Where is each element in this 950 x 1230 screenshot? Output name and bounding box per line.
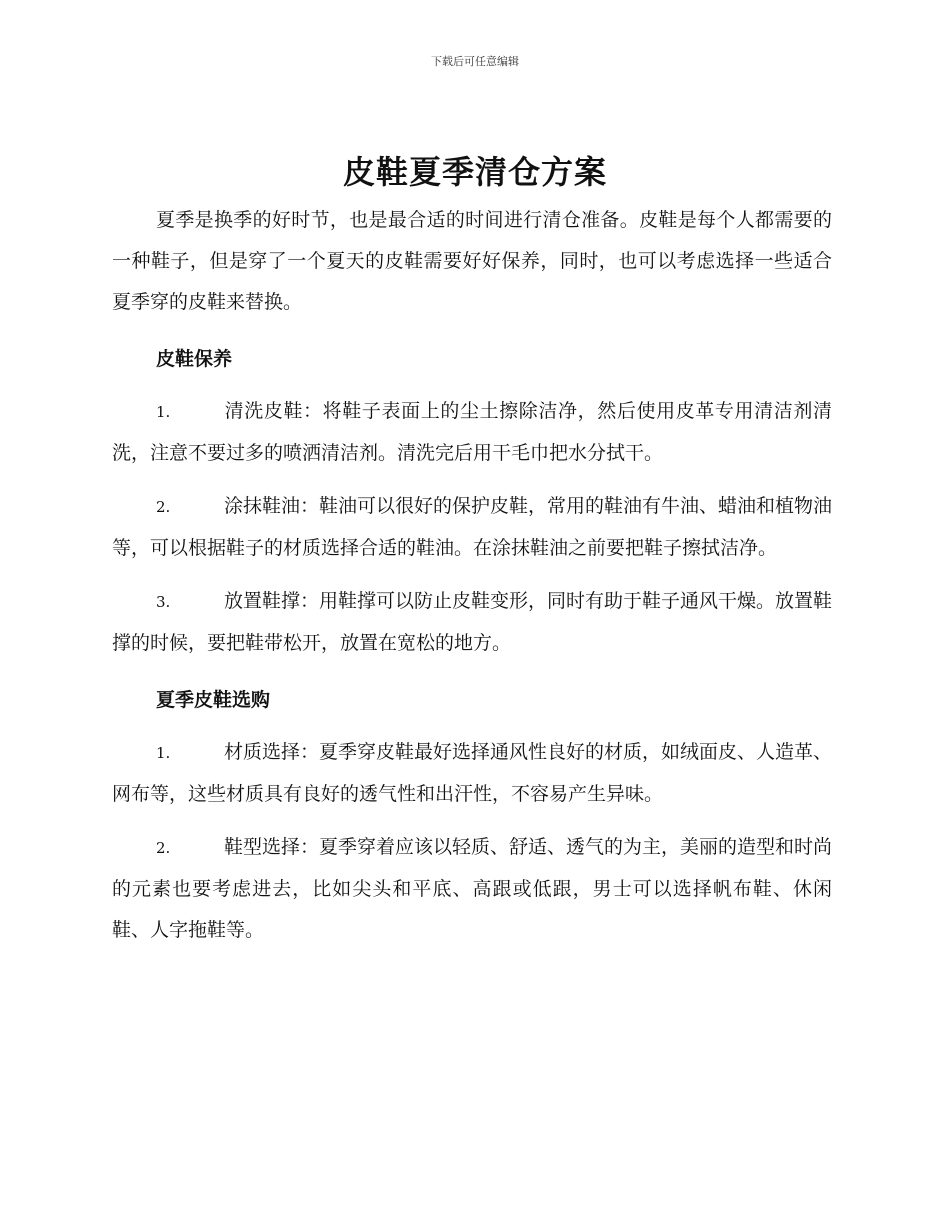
list-item bbox=[112, 581, 832, 664]
document-body bbox=[112, 200, 832, 951]
list-item bbox=[112, 486, 832, 569]
list-item-text: 鞋型选择：夏季穿着应该以轻质、舒适、透气的为主，美丽的造型和时尚的元素也要考虑进去，比如尖头和平底、高跟或低跟，男士可以选择帆布鞋、休闲鞋、人字拖鞋等。 bbox=[112, 836, 833, 941]
intro-paragraph: 夏季是换季的好时节，也是最合适的时间进行清仓准备。皮鞋是每个人都需要的一种鞋子，但是穿了一个夏天的皮鞋需要好好保养，同时，也可以考虑选择一些适合夏季穿的皮鞋来替换。 bbox=[112, 209, 832, 313]
list-item bbox=[112, 827, 832, 951]
list-item-text: 材质选择：夏季穿皮鞋最好选择通风性良好的材质，如绒面皮、人造革、网布等，这些材质具有良好的透气性和出汗性，不容易产生异味。 bbox=[112, 741, 833, 805]
list-item bbox=[112, 391, 832, 474]
list-item-number: 1. bbox=[156, 403, 171, 421]
list-item-text: 放置鞋撑：用鞋撑可以防止皮鞋变形，同时有助于鞋子通风干燥。放置鞋撑的时候，要把鞋带松开，放置在宽松的地方。 bbox=[112, 590, 833, 654]
list-item bbox=[112, 732, 832, 815]
document-title: 皮鞋夏季清仓方案 bbox=[342, 153, 607, 191]
page-header: 下载后可任意编辑 bbox=[431, 55, 519, 68]
list-item-number: 3. bbox=[156, 593, 171, 611]
section-heading-care: 皮鞋保养 bbox=[156, 348, 233, 370]
list-item-number: 2. bbox=[156, 839, 171, 857]
list-item-text: 清洗皮鞋：将鞋子表面上的尘土擦除洁净，然后使用皮革专用清洁剂清洗，注意不要过多的喷洒清洁剂。清洗完后用干毛巾把水分拭干。 bbox=[112, 400, 832, 464]
list-item-text: 涂抹鞋油：鞋油可以很好的保护皮鞋，常用的鞋油有牛油、蜡油和植物油等，可以根据鞋子的材质选择合适的鞋油。在涂抹鞋油之前要把鞋子擦拭洁净。 bbox=[112, 495, 833, 559]
list-item-number: 2. bbox=[156, 498, 171, 516]
list-item-number: 1. bbox=[156, 744, 171, 762]
section-heading-purchase: 夏季皮鞋选购 bbox=[156, 689, 271, 711]
